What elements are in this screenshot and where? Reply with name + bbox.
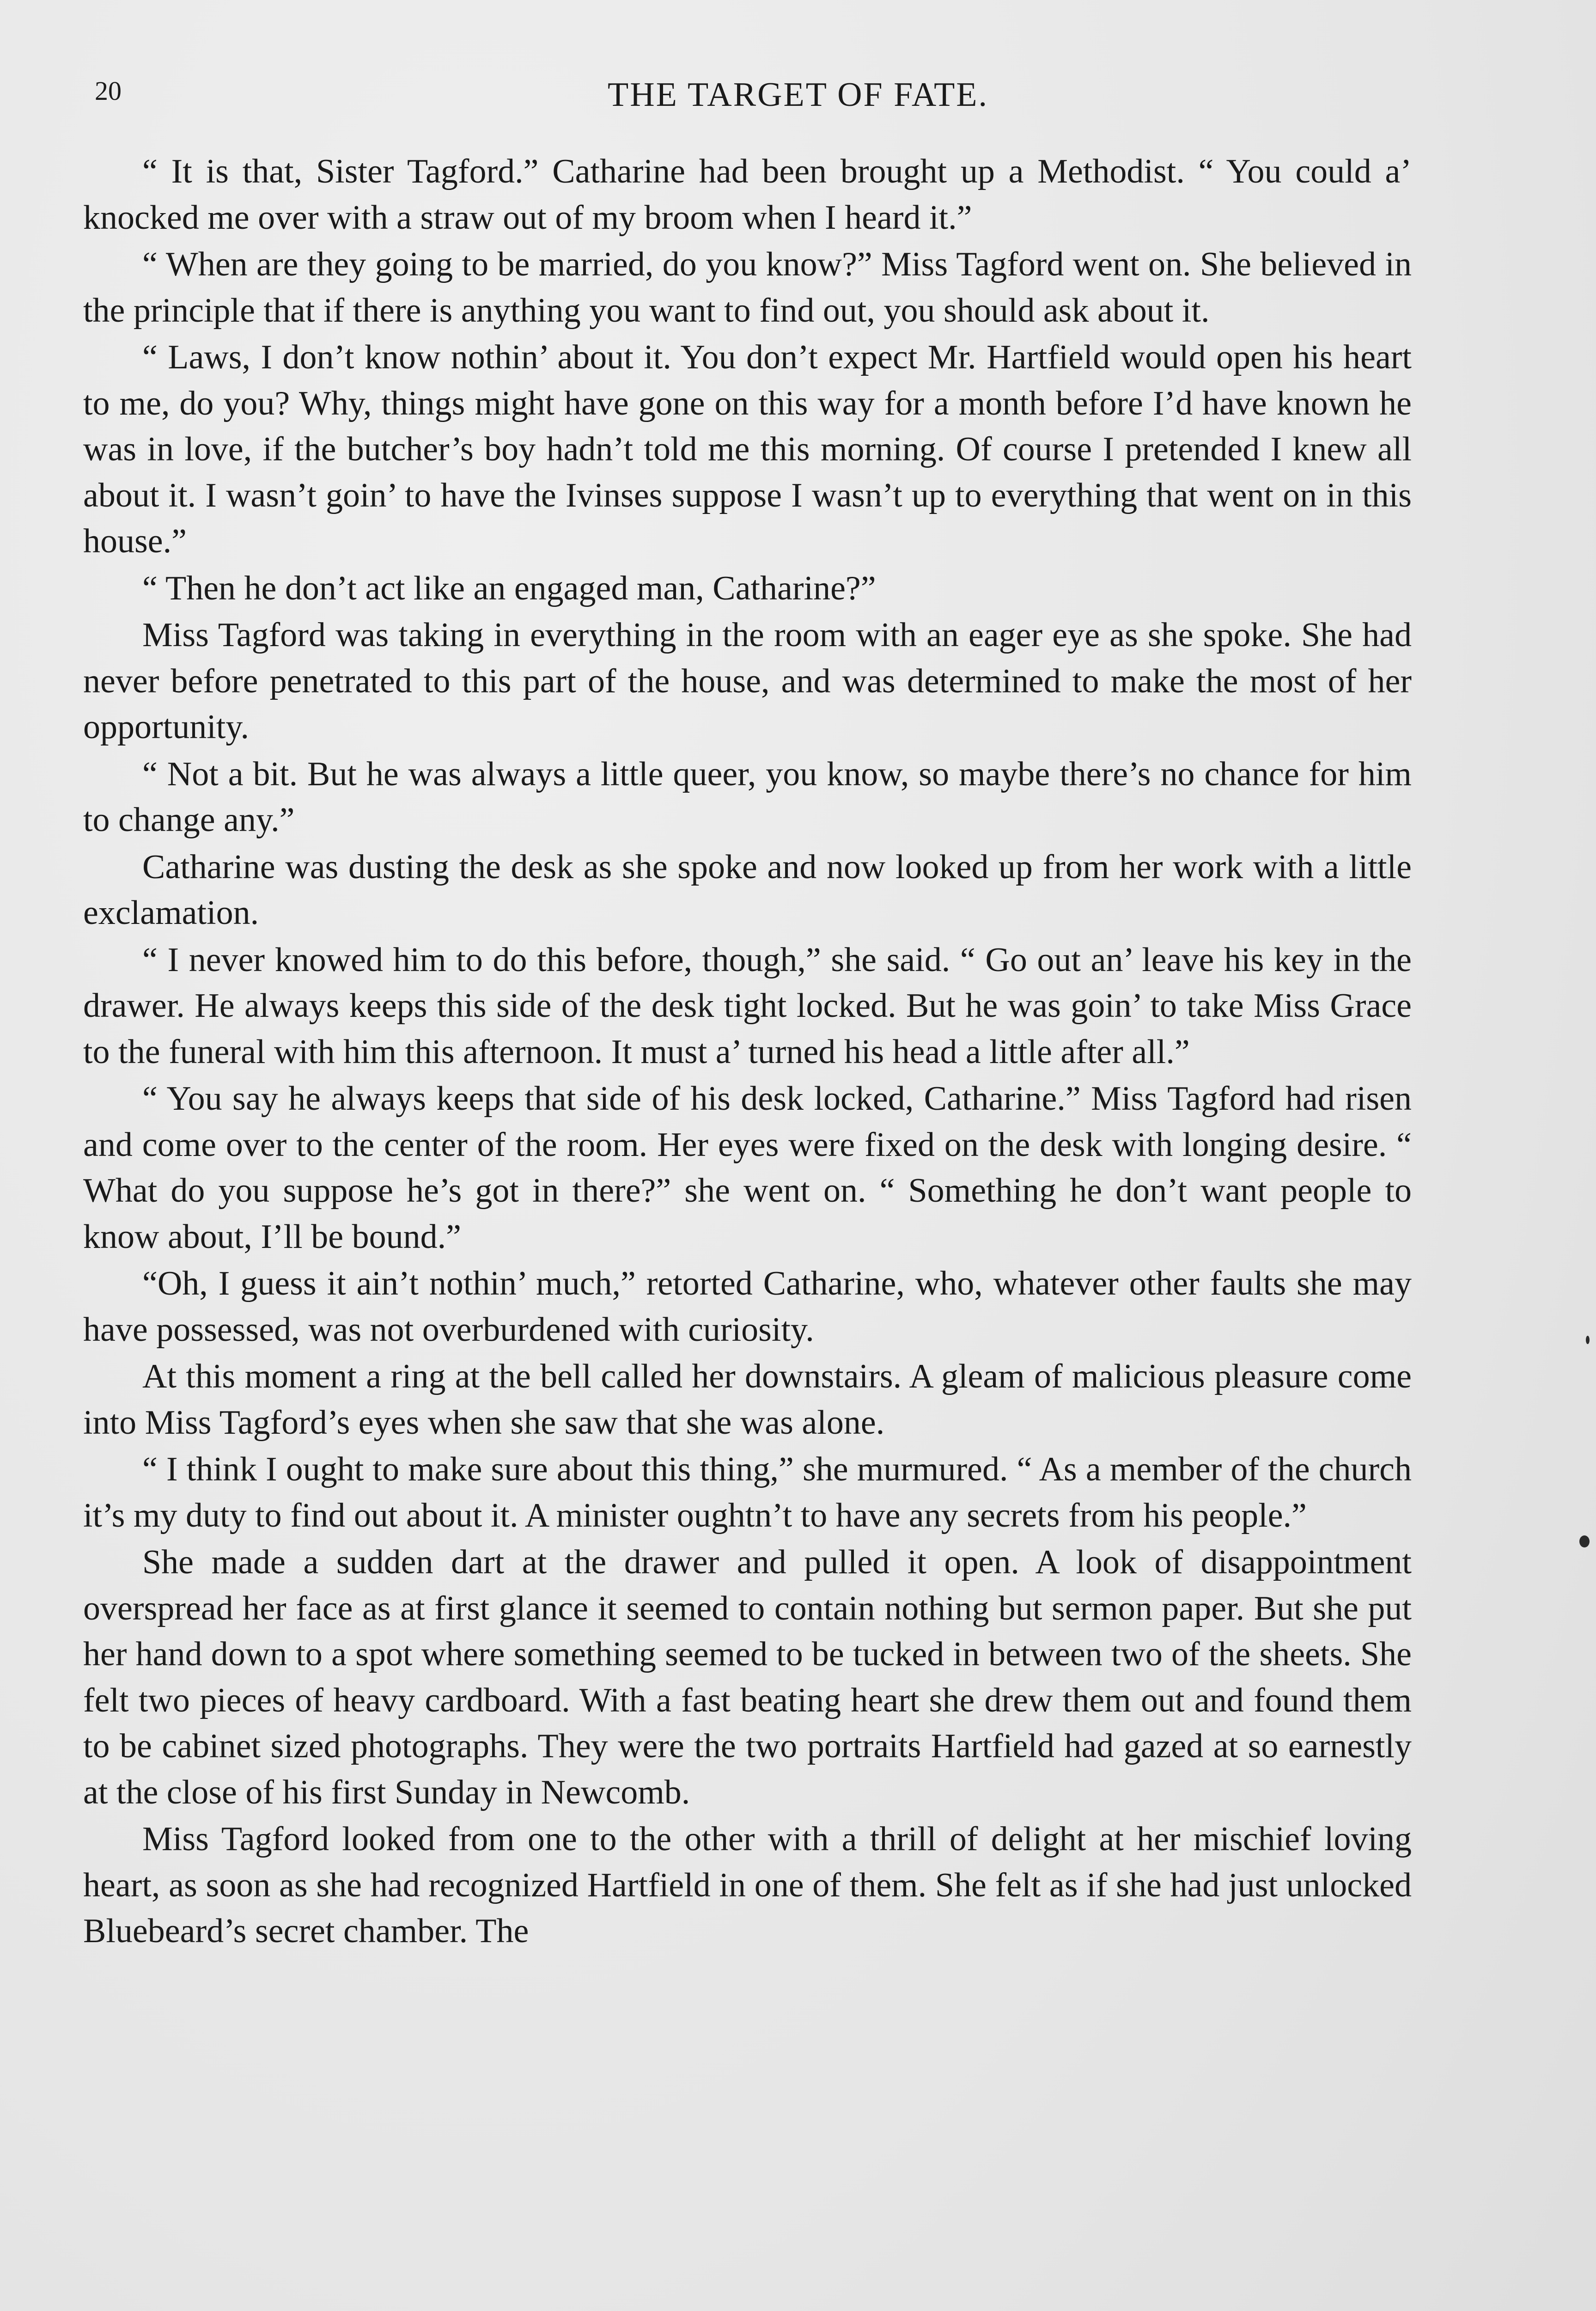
paragraph: “ I never knowed him to do this before, though,” she said. “ Go out an’ leave his key in the drawer. He always keeps this side of the desk tight locked. But he was goin’ to take Miss Grace to the funeral with him this afternoon. It must a’ turned his head a little after all.” <box>83 941 1412 1071</box>
paragraph: At this moment a ring at the bell called her downstairs. A gleam of malicious pleasure come into Miss Tagford’s eyes when she saw that she was alone. <box>83 1357 1412 1442</box>
paragraph: Miss Tagford looked from one to the other with a thrill of delight at her mischief loving heart, as soon as she had recognized Hartfield in one of them. She felt as if she had just unlocked Bluebeard’s secret chamber. The <box>83 1820 1412 1950</box>
paragraph: Catharine was dusting the desk as she spoke and now looked up from her work with a little exclamation. <box>83 848 1412 932</box>
paragraph: “ Laws, I don’t know nothin’ about it. You don’t expect Mr. Hartfield would open his heart to me, do you? Why, things might have gone on this way for a month before I’d have known he was in love, if the butcher’s boy hadn’t told me this morning. Of course I pretended I knew all about it. I wasn’t goin’ to have the Ivinses suppose I wasn’t up to everything that went on in this house.” <box>83 338 1412 560</box>
paragraph: “ Then he don’t act like an engaged man, Catharine?” <box>142 569 876 607</box>
page-number: 20 <box>95 76 122 106</box>
paragraph: “ You say he always keeps that side of his desk locked, Catharine.” Miss Tagford had risen and come over to the center of the room. Her eyes were fixed on the desk with longing desire. “ What do you suppose he’s got in there?” she went on. “ Something he don’t want people to know about, I’ll be bound.” <box>83 1080 1412 1256</box>
ink-speck <box>1586 1336 1590 1344</box>
paragraph: Miss Tagford was taking in everything in the room with an eager eye as she spoke. She had never before penetrated to this part of the house, and was determined to make the most of her opportunity. <box>83 616 1412 746</box>
body-text <box>83 149 1412 1956</box>
running-head: THE TARGET OF FATE. <box>608 76 988 114</box>
paragraph: “Oh, I guess it ain’t nothin’ much,” retorted Catharine, who, whatever other faults she may have possessed, was not overburdened with curiosity. <box>83 1265 1412 1349</box>
paragraph: She made a sudden dart at the drawer and pulled it open. A look of disappointment overspread her face as at first glance it seemed to contain nothing but sermon paper. But she put her hand down to a spot where something seemed to be tucked in between two of the sheets. She felt two pieces of heavy cardboard. With a fast beating heart she drew them out and found them to be cabinet sized photographs. They were the two portraits Hartfield had gazed at so earnestly at the close of his first Sunday in Newcomb. <box>83 1543 1412 1811</box>
ink-speck <box>1579 1535 1590 1547</box>
paragraph: “ It is that, Sister Tagford.” Catharine had been brought up a Methodist. “ You could a’ knocked me over with a straw out of my broom when I heard it.” <box>83 153 1412 237</box>
paragraph: “ I think I ought to make sure about this thing,” she murmured. “ As a member of the church it’s my duty to find out about it. A minister oughtn’t to have any secrets from his people.” <box>83 1450 1412 1535</box>
paragraph: “ When are they going to be married, do you know?” Miss Tagford went on. She believed in the principle that if there is anything you want to find out, you should ask about it. <box>83 245 1412 330</box>
paragraph: “ Not a bit. But he was always a little queer, you know, so maybe there’s no chance for him to change any.” <box>83 755 1412 839</box>
